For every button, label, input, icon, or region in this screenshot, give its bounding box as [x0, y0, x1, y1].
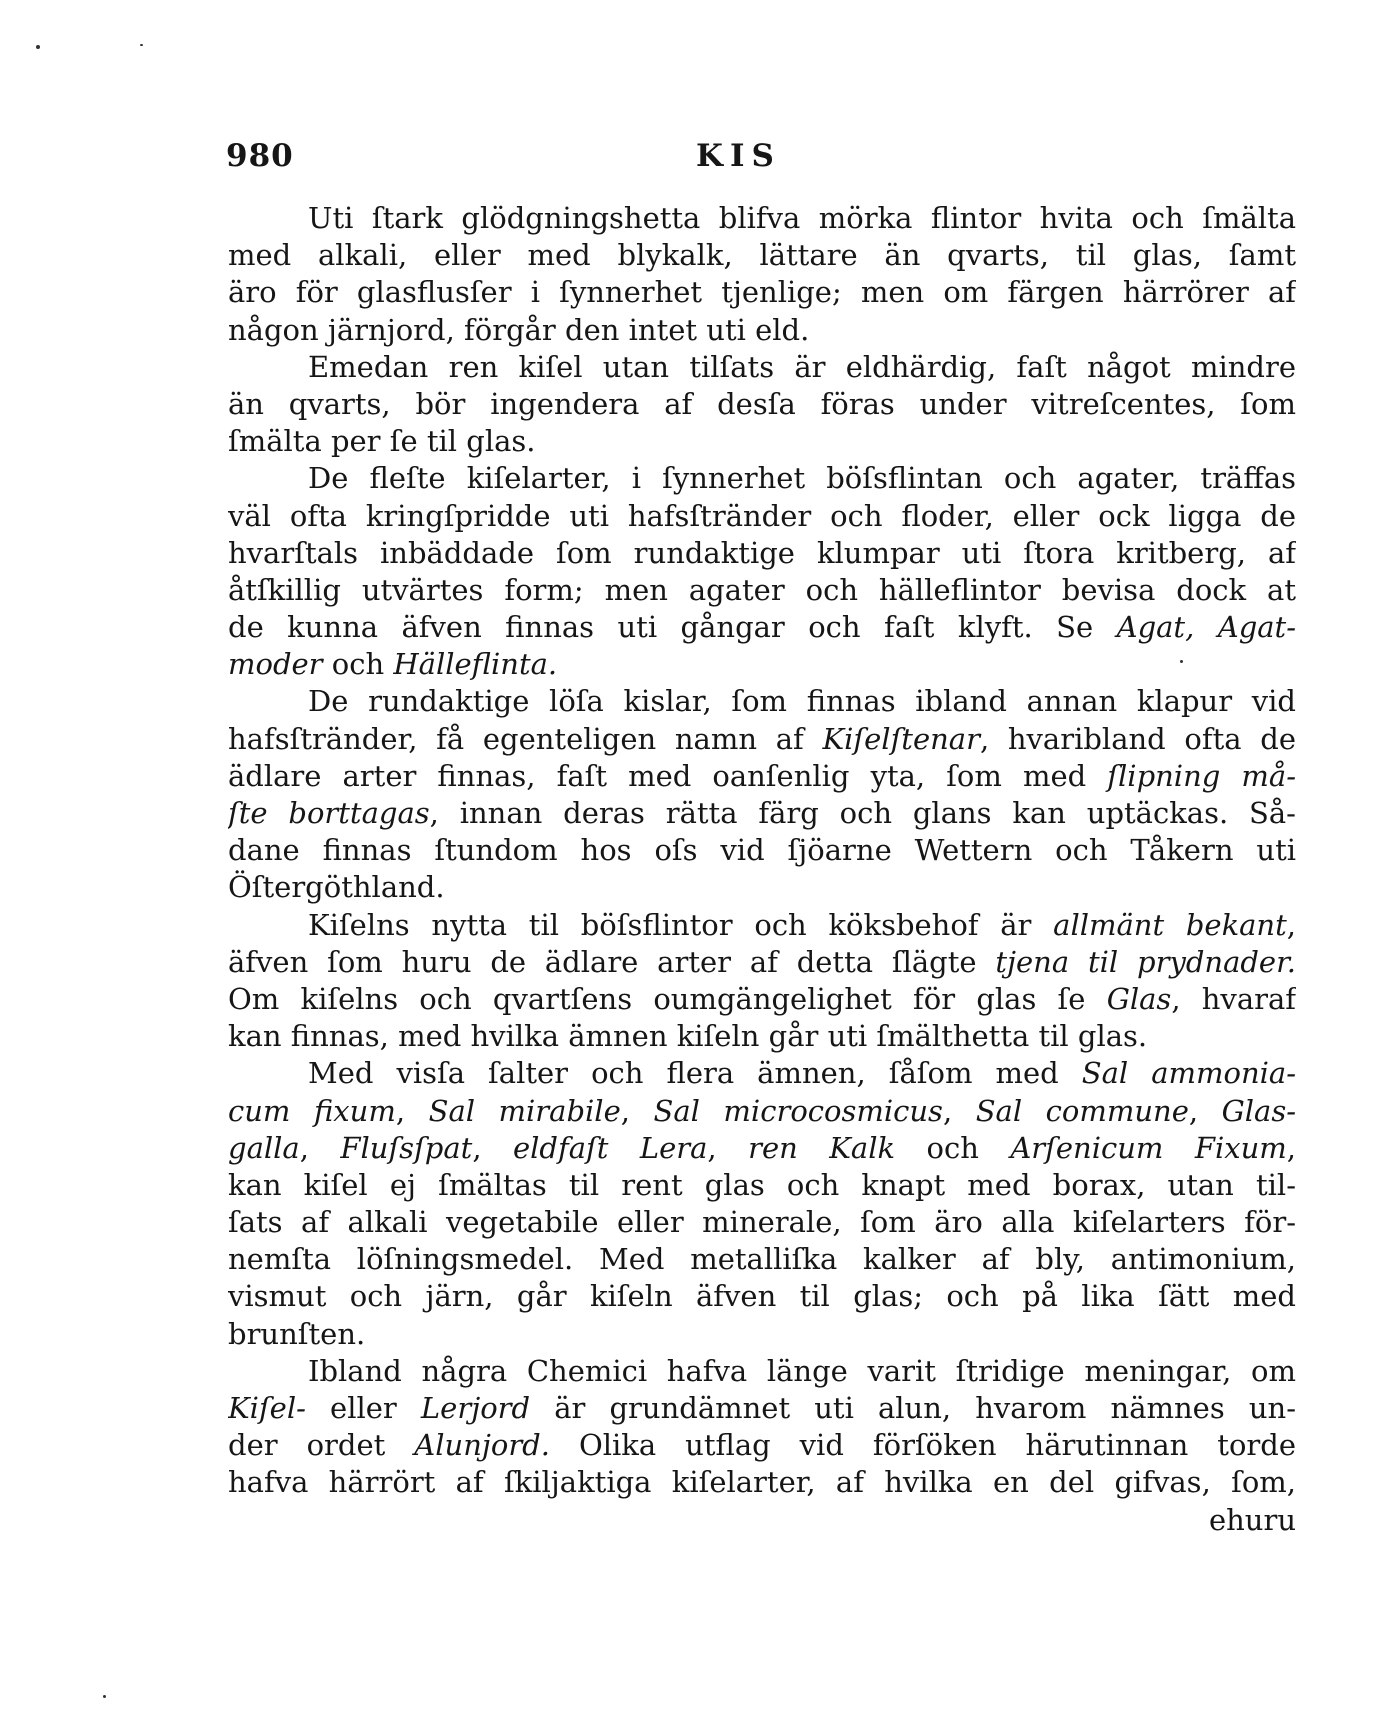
italic-term: Sal mirabile [428, 1093, 621, 1128]
text-line: kan finnas, med hvilka ämnen kiſeln går uti ſmälthetta til glas. [228, 1019, 1148, 1054]
text-run: , hvaribland ofta de [979, 721, 1296, 756]
italic-term: Kiſel- [228, 1391, 306, 1425]
text-line: brunſten. [228, 1316, 366, 1351]
italic-term: Kiſelſtenar [822, 721, 980, 756]
italic-term: Sal ammonia- [1081, 1056, 1296, 1091]
text-line [228, 944, 1296, 981]
text-run: hafsſtränder, få egenteligen namn af [228, 721, 823, 756]
italic-term: moder [228, 647, 323, 682]
text-line: ſats af alkali vegetabile eller minerale, ſom äro alla kiſelarters för- [228, 1205, 1296, 1240]
page-number: 980 [226, 138, 294, 174]
italic-term: tjena til prydnader. [995, 944, 1296, 979]
italic-term: eldfaſt Lera [512, 1130, 708, 1165]
text-line: åtſkillig utvärtes form; men agater och hälleflintor bevisa dock at [228, 572, 1296, 607]
text-run: eller [305, 1391, 421, 1425]
italic-term: Glas [1106, 981, 1172, 1016]
italic-term: ren Kalk [748, 1130, 896, 1165]
print-speck [140, 44, 143, 46]
text-line [228, 646, 1296, 683]
text-line [228, 609, 1296, 646]
italic-term: Fluſsſpat [340, 1130, 473, 1165]
text-run: är grundämnet uti alun, hvarom nämnes un- [530, 1391, 1296, 1425]
text-run: Om kiſelns och qvartſens oumgängelighet för glas ſe [228, 981, 1107, 1016]
italic-term: Sal commune [975, 1093, 1189, 1128]
text-line: nemſta löſningsmedel. Med metalliſka kalker af bly, antimonium, [228, 1242, 1296, 1277]
text-run: , [1286, 907, 1296, 942]
text-line: ſmälta per ſe til glas. [228, 424, 536, 459]
text-run: , [395, 1093, 429, 1128]
text-line [228, 907, 1296, 944]
text-run: , innan deras rätta färg och glans kan uptäckas. Så- [429, 796, 1296, 830]
italic-term: Agat, Agat- [1116, 610, 1296, 645]
text-run: de kunna äfven finnas uti gångar och faſt klyft. Se [228, 610, 1117, 645]
text-line: hafva härrört af ſkiljaktiga kiſelarter, af hvilka en del gifvas, ſom, [228, 1465, 1296, 1500]
text-run: , [942, 1093, 976, 1128]
print-speck [36, 45, 40, 49]
text-run: och [895, 1130, 1011, 1165]
text-run: , hvaraf [1171, 981, 1296, 1016]
text-line: De fleſte kiſelarter, i ſynnerhet böſsflintan och agater, träffas [308, 461, 1296, 496]
italic-term: ſte borttagas [228, 796, 430, 830]
text-line [228, 1427, 1296, 1464]
running-head: KIS [696, 138, 781, 174]
italic-term: cum fixum [228, 1093, 396, 1128]
text-run: Med visſa ſalter och flera ämnen, ſåſom med [308, 1056, 1082, 1091]
text-run: ädlare arter finnas, faſt med oanſenlig yta, ſom med [228, 758, 1108, 793]
text-line: väl ofta kringſpridde uti hafsſtränder och floder, eller ock ligga de [228, 498, 1296, 533]
text-run: och [322, 647, 394, 682]
text-line: Öſtergöthland. [228, 870, 445, 905]
text-run: , [472, 1130, 513, 1165]
text-run: äfven ſom huru de ädlare arter af detta ſlägte [228, 944, 996, 979]
italic-term: Lerjord [420, 1391, 531, 1425]
text-run: , [620, 1093, 654, 1128]
text-line: vismut och järn, går kiſeln äfven til glas; och på lika ſätt med [228, 1279, 1296, 1314]
print-speck [103, 1695, 106, 1698]
italic-term: Hälleflinta. [393, 647, 558, 682]
text-line: än qvarts, bör ingendera af desſa föras under vitreſcentes, ſom [228, 386, 1296, 421]
text-run: , [707, 1130, 749, 1165]
italic-term: ſlipning må- [1107, 758, 1296, 793]
text-line [228, 758, 1296, 795]
text-line: De rundaktige löſa kislar, ſom finnas ibland annan klapur vid [308, 684, 1296, 719]
text-line: dane finnas ſtundom hos oſs vid ſjöarne Wettern och Tåkern uti [228, 833, 1296, 868]
text-line [228, 721, 1296, 758]
text-run: , [1286, 1130, 1296, 1165]
text-line [228, 1390, 1296, 1427]
text-run: , [1188, 1093, 1222, 1128]
text-line [228, 1055, 1296, 1092]
text-line: äro för glasflusſer i ſynnerhet tjenlige; men om färgen härrörer af [228, 275, 1296, 310]
catchword: ehuru [1208, 1502, 1296, 1537]
italic-term: Glas- [1221, 1093, 1296, 1128]
text-line: Uti ſtark glödgningshetta blifva mörka flintor hvita och ſmälta [308, 201, 1296, 235]
text-line: Ibland några Chemici hafva länge varit ſtridige meningar, om [308, 1353, 1296, 1388]
text-line: någon järnjord, förgår den intet uti eld. [228, 312, 810, 347]
text-line: med alkali, eller med blykalk, lättare än qvarts, til glas, ſamt [228, 238, 1296, 273]
text-run: Kiſelns nytta til böſsflintor och köksbehof är [308, 907, 1054, 942]
body-text [228, 200, 1296, 1539]
text-line [228, 981, 1296, 1018]
italic-term: Arſenicum Fixum [1010, 1130, 1287, 1165]
text-run: , [299, 1130, 341, 1165]
italic-term: Sal microcosmicus [653, 1093, 943, 1128]
text-line: Emedan ren kiſel utan tilſats är eldhärdig, faſt något mindre [308, 349, 1296, 384]
text-run: Olika utflag vid förſöken härutinnan torde [549, 1428, 1296, 1463]
text-line: hvarſtals inbäddade ſom rundaktige klumpar uti ſtora kritberg, af [228, 535, 1296, 570]
text-line [228, 1093, 1296, 1130]
text-line [228, 1130, 1296, 1167]
italic-term: Alunjord. [414, 1428, 550, 1463]
italic-term: galla [228, 1130, 300, 1165]
page-header [226, 138, 1296, 178]
text-line: kan kiſel ej ſmältas til rent glas och knapt med borax, utan til- [228, 1167, 1296, 1202]
text-run: der ordet [228, 1428, 415, 1463]
text-line [228, 795, 1296, 832]
italic-term: allmänt bekant [1053, 907, 1287, 942]
